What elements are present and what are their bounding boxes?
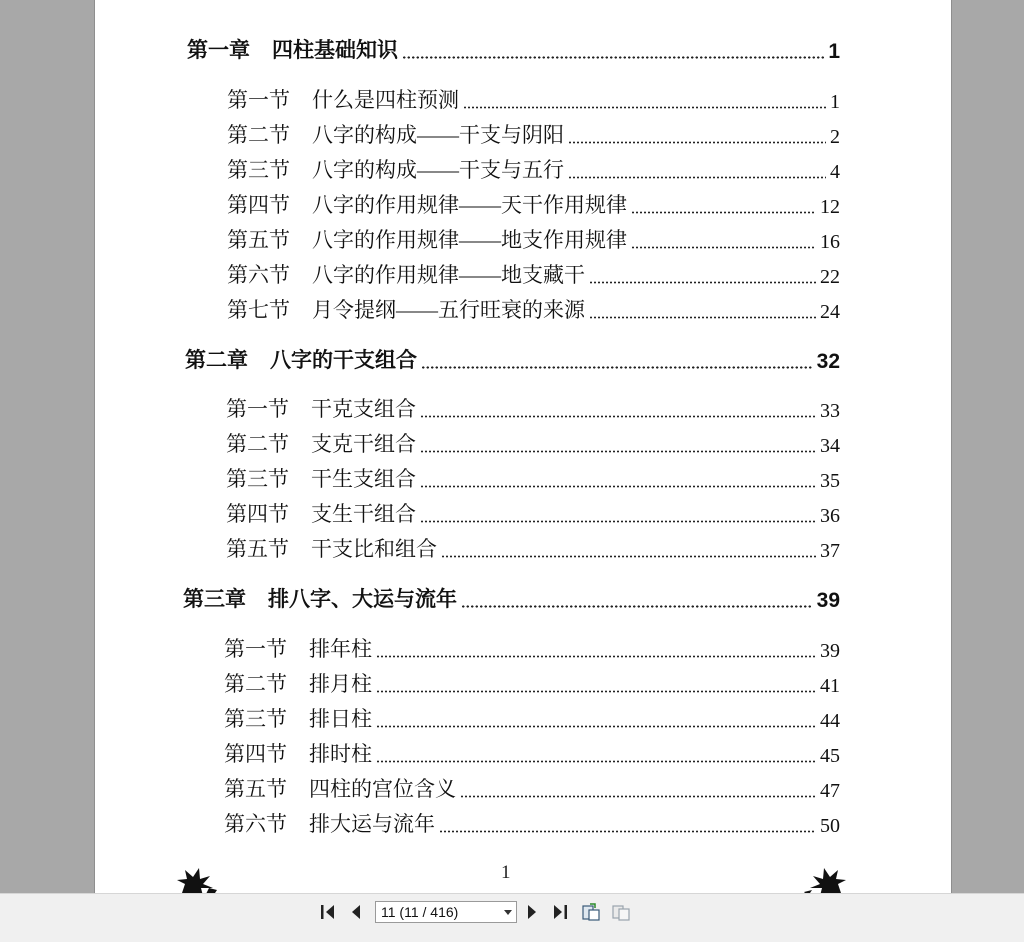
toc-section-page: 47 xyxy=(820,780,840,802)
toc-section-label: 第五节 xyxy=(224,777,287,801)
toc-section-page: 12 xyxy=(820,196,840,218)
toc-section-title: 支生干组合 xyxy=(311,502,416,526)
toc-section-page: 22 xyxy=(820,266,840,288)
toc-section-label: 第五节 xyxy=(227,228,290,252)
toc-section-title: 月令提纲——五行旺衰的来源 xyxy=(312,298,585,322)
page-selector-value: 11 (11 / 416) xyxy=(381,904,459,920)
next-page-icon[interactable] xyxy=(522,902,542,922)
toc-chapter-entry[interactable] xyxy=(187,34,840,64)
toc-section-page: 16 xyxy=(820,231,840,253)
toc-section-label: 第五节 xyxy=(226,537,289,561)
toc-leader-dots xyxy=(463,106,826,109)
toc-leader-dots xyxy=(631,211,816,214)
toc-leader-dots xyxy=(420,485,816,488)
toc-section-entry[interactable] xyxy=(224,633,840,663)
toc-leader-dots xyxy=(420,415,816,418)
toc-section-entry[interactable] xyxy=(227,189,840,219)
toc-section-label: 第一节 xyxy=(226,397,289,421)
toc-section-entry[interactable] xyxy=(224,738,840,768)
toc-section-page: 1 xyxy=(830,91,840,113)
toc-section-title: 八字的作用规律——地支作用规律 xyxy=(312,228,627,252)
prev-page-icon[interactable] xyxy=(346,902,366,922)
toc-section-title: 八字的构成——干支与阴阳 xyxy=(312,123,564,147)
toc-section-title: 干支比和组合 xyxy=(311,537,437,561)
toc-section-label: 第一节 xyxy=(224,637,287,661)
document-page xyxy=(95,0,951,893)
toc-section-page: 36 xyxy=(820,505,840,527)
toc-chapter-title: 四柱基础知识 xyxy=(272,39,398,62)
toc-section-title: 排月柱 xyxy=(309,672,372,696)
toc-leader-dots xyxy=(568,176,826,179)
fit-page-icon[interactable] xyxy=(581,902,601,922)
toc-section-title: 干克支组合 xyxy=(311,397,416,421)
toc-section-entry[interactable] xyxy=(226,498,840,528)
toc-leader-dots xyxy=(461,605,813,608)
toc-section-label: 第一节 xyxy=(227,88,290,112)
toc-section-label: 第六节 xyxy=(224,812,287,836)
toc-section-entry[interactable] xyxy=(226,533,840,563)
page-selector[interactable] xyxy=(375,901,517,923)
navigation-toolbar xyxy=(0,893,1024,932)
toc-chapter-entry[interactable] xyxy=(185,344,840,374)
toc-section-title: 四柱的宫位含义 xyxy=(309,777,456,801)
toc-section-title: 支克干组合 xyxy=(311,432,416,456)
toc-leader-dots xyxy=(568,141,826,144)
toc-section-label: 第三节 xyxy=(224,707,287,731)
status-bar xyxy=(0,931,1024,942)
toc-leader-dots xyxy=(589,316,816,319)
toc-chapter-label: 第二章 xyxy=(185,349,248,372)
toc-section-page: 45 xyxy=(820,745,840,767)
toc-section-label: 第二节 xyxy=(227,123,290,147)
toc-section-page: 41 xyxy=(820,675,840,697)
toc-leader-dots xyxy=(589,281,816,284)
toc-section-label: 第二节 xyxy=(226,432,289,456)
toc-section-label: 第三节 xyxy=(227,158,290,182)
toc-section-entry[interactable] xyxy=(224,703,840,733)
toc-chapter-label: 第一章 xyxy=(187,39,250,62)
toc-section-entry[interactable] xyxy=(224,773,840,803)
toc-section-entry[interactable] xyxy=(224,668,840,698)
toc-section-entry[interactable] xyxy=(226,428,840,458)
toc-leader-dots xyxy=(376,690,816,693)
toc-section-page: 50 xyxy=(820,815,840,837)
toc-leader-dots xyxy=(420,450,816,453)
toc-chapter-entry[interactable] xyxy=(183,583,840,613)
toc-section-entry[interactable] xyxy=(227,224,840,254)
toc-section-page: 37 xyxy=(820,540,840,562)
toc-leader-dots xyxy=(439,830,816,833)
toc-section-title: 什么是四柱预测 xyxy=(312,88,459,112)
toc-section-page: 2 xyxy=(830,126,840,148)
toc-leader-dots xyxy=(376,655,816,658)
first-page-icon[interactable] xyxy=(318,902,338,922)
toc-section-page: 24 xyxy=(820,301,840,323)
toc-section-label: 第六节 xyxy=(227,263,290,287)
page-footer-number: 1 xyxy=(501,862,511,883)
toc-section-title: 八字的作用规律——地支藏干 xyxy=(312,263,585,287)
toc-leader-dots xyxy=(402,56,824,59)
toc-leader-dots xyxy=(376,725,816,728)
toc-section-title: 八字的作用规律——天干作用规律 xyxy=(312,193,627,217)
last-page-icon[interactable] xyxy=(550,902,570,922)
toc-leader-dots xyxy=(420,520,816,523)
toc-leader-dots xyxy=(441,555,816,558)
toc-section-title: 排日柱 xyxy=(309,707,372,731)
toc-section-page: 39 xyxy=(820,640,840,662)
table-of-contents xyxy=(95,0,951,893)
toc-chapter-page: 39 xyxy=(816,589,840,612)
toc-section-page: 34 xyxy=(820,435,840,457)
toc-section-page: 35 xyxy=(820,470,840,492)
toc-section-entry[interactable] xyxy=(227,119,840,149)
toc-leader-dots xyxy=(460,795,816,798)
chevron-down-icon xyxy=(504,910,512,915)
toc-section-title: 排大运与流年 xyxy=(309,812,435,836)
toc-section-entry[interactable] xyxy=(227,154,840,184)
toc-leader-dots xyxy=(421,366,813,369)
toc-section-label: 第七节 xyxy=(227,298,290,322)
toc-chapter-page: 32 xyxy=(816,350,840,373)
toc-section-page: 44 xyxy=(820,710,840,732)
toc-section-label: 第四节 xyxy=(227,193,290,217)
toc-section-entry[interactable] xyxy=(227,294,840,324)
toc-chapter-label: 第三章 xyxy=(183,588,246,611)
toc-section-entry[interactable] xyxy=(227,259,840,289)
toc-section-label: 第三节 xyxy=(226,467,289,491)
leaf-ornament-left-icon xyxy=(173,866,223,893)
toc-section-entry[interactable] xyxy=(224,808,840,838)
toc-section-entry[interactable] xyxy=(226,393,840,423)
toc-chapter-title: 八字的干支组合 xyxy=(270,349,417,372)
toc-section-title: 排时柱 xyxy=(309,742,372,766)
toc-section-title: 干生支组合 xyxy=(311,467,416,491)
two-page-icon[interactable] xyxy=(611,902,631,922)
toc-leader-dots xyxy=(631,246,816,249)
toc-leader-dots xyxy=(376,760,816,763)
toc-section-label: 第二节 xyxy=(224,672,287,696)
leaf-ornament-right-icon xyxy=(800,866,850,893)
toc-section-title: 排年柱 xyxy=(309,637,372,661)
toc-section-page: 33 xyxy=(820,400,840,422)
toc-section-page: 4 xyxy=(830,161,840,183)
toc-section-label: 第四节 xyxy=(226,502,289,526)
toc-section-entry[interactable] xyxy=(226,463,840,493)
toc-chapter-page: 1 xyxy=(828,40,840,63)
toc-chapter-title: 排八字、大运与流年 xyxy=(268,588,457,611)
toc-section-entry[interactable] xyxy=(227,84,840,114)
toc-section-label: 第四节 xyxy=(224,742,287,766)
toc-section-title: 八字的构成——干支与五行 xyxy=(312,158,564,182)
